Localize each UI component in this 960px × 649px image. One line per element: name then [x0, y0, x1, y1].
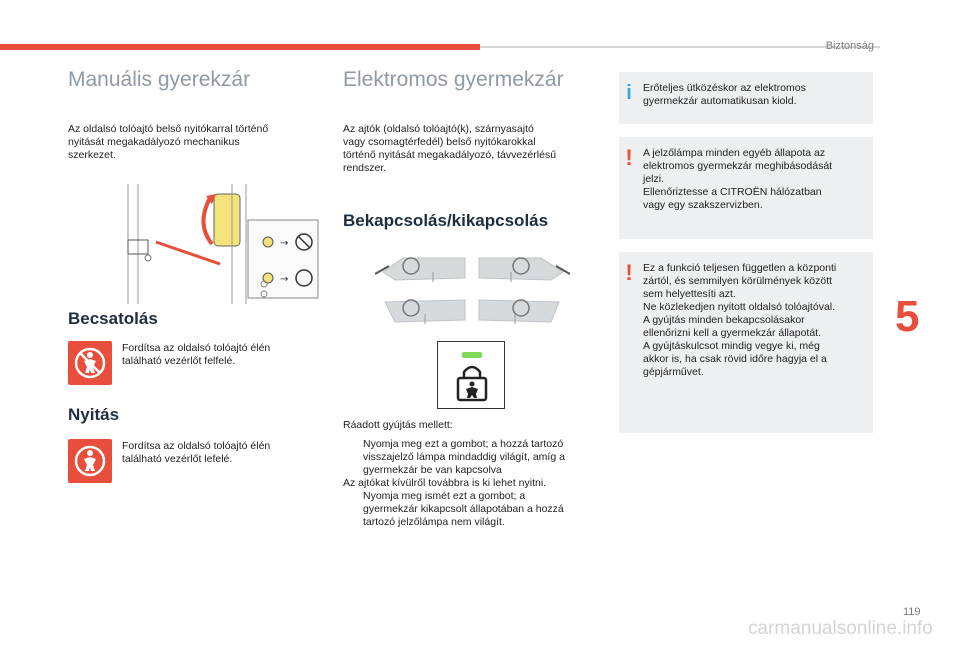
warning-text: Ez a funkció teljesen független a központi zártól, és semmilyen körülmények között sem helyettesíti azt. Ne közlekedjen nyitott oldalsó tolóajtóval. A gyújtás minden bekapcsolásakor ellenőrizni kell a gyermekzár állapotát. A gyújtáskulcsot mindig vegye ki, még akkor is, ha csak rövid időre hagyja el a gépjárművet. — [643, 262, 837, 378]
child-lock-button[interactable] — [437, 341, 505, 409]
note-text: Az ajtókat kívülről továbbra is ki lehet nyitni. — [343, 477, 547, 489]
electric-lock-title: Elektromos gyermekzár — [343, 68, 564, 91]
door-status-illustration — [375, 252, 570, 328]
step-2-text: Nyomja meg ismét ezt a gombot; a gyermekzár kikapcsolt állapotában a hozzá tartozó jelzőlámpa nem világít. — [363, 490, 564, 528]
step-1-text: Nyomja meg ezt a gombot; a hozzá tartozó visszajelző lámpa mindaddig világít, amíg a gyermekzár be van kapcsolva — [363, 438, 565, 476]
warning-icon: ! — [625, 145, 633, 170]
header-rule — [480, 46, 880, 48]
engage-heading: Becsatolás — [68, 309, 158, 328]
child-lock-icon — [68, 341, 112, 385]
page-number: 119 — [903, 606, 921, 618]
open-heading: Nyitás — [68, 405, 120, 424]
info-text: Erőteljes ütközéskor az elektromos gyermekzár automatikusan kiold. — [643, 82, 806, 107]
warning-icon: ! — [625, 260, 633, 285]
header-accent-bar — [0, 44, 480, 50]
svg-text:→: → — [280, 238, 289, 249]
info-box — [619, 72, 873, 124]
manual-lock-intro: Az oldalsó tolóajtó belső nyitókarral történő nyitását megakadályozó mechanikus szerkezet. — [68, 123, 269, 161]
electric-lock-intro: Az ajtók (oldalsó tolóajtó(k), szárnyasajtó vagy csomagtérfedél) belső nyitókarokkal történő nyitását megakadályozó, távvezérlésű rendszer. — [343, 123, 557, 174]
section-label: Biztonság — [825, 40, 874, 52]
toggle-heading: Bekapcsolás/kikapcsolás — [343, 211, 549, 230]
indicator-lamp — [462, 352, 482, 358]
manual-lock-title: Manuális gyerekzár — [68, 68, 251, 91]
ignition-text: Ráadott gyújtás mellett: — [343, 419, 453, 431]
warning-box — [619, 252, 873, 433]
svg-text:→: → — [280, 274, 289, 285]
warning-text: A jelzőlámpa minden egyéb állapota az elektromos gyermekzár meghibásodását jelzi. Ellenőriztesse a CITROËN hálózatban vagy egy szakszervizben. — [643, 147, 833, 211]
child-unlock-icon — [68, 439, 112, 483]
instruction-list — [343, 438, 603, 529]
open-text: Fordítsa az oldalsó tolóajtó élén található vezérlőt lefelé. — [122, 440, 271, 465]
list-item — [343, 490, 603, 529]
child-lock-symbol-icon — [454, 364, 490, 402]
door-lock-illustration — [120, 184, 320, 304]
info-icon: i — [626, 82, 632, 104]
chapter-number: 5 — [895, 292, 920, 341]
warning-box — [619, 137, 873, 239]
list-item — [343, 438, 603, 477]
engage-text: Fordítsa az oldalsó tolóajtó élén található vezérlőt felfelé. — [122, 342, 271, 367]
watermark: carmanualsonline.info — [748, 618, 933, 639]
